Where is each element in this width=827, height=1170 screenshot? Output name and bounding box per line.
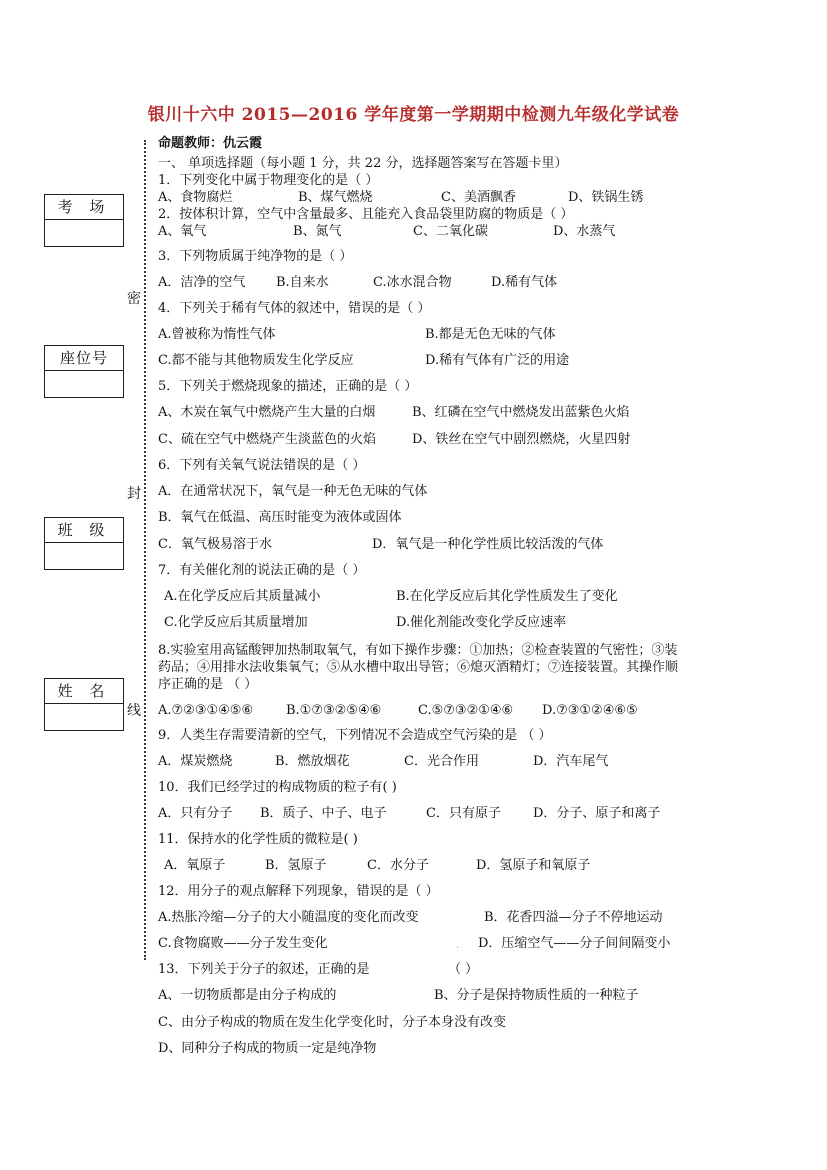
q4-option-c[interactable]: C.都不能与其他物质发生化学反应 — [158, 353, 354, 368]
q6-option-d[interactable]: D．氧气是一种化学性质比较活泼的气体 — [372, 537, 604, 552]
exam-room-label: 考 场 — [45, 195, 123, 220]
q10-option-c[interactable]: C．只有原子 — [426, 806, 501, 821]
question-6-stem: 6．下列有关氧气说法错误的是（ ） — [158, 458, 366, 473]
q1-option-b[interactable]: B、煤气燃烧 — [298, 190, 373, 205]
q3-option-c[interactable]: C.冰水混合物 — [373, 275, 452, 290]
q3-option-b[interactable]: B.自来水 — [276, 275, 329, 290]
q13-option-c[interactable]: C、由分子构成的物质在发生化学变化时，分子本身没有改变 — [158, 1015, 506, 1030]
q1-option-c[interactable]: C、美酒飘香 — [441, 190, 516, 205]
question-13-stem — [158, 961, 479, 979]
q6-option-c[interactable]: C．氧气极易溶于水 — [158, 537, 272, 552]
q7-option-a[interactable]: A.在化学反应后其质量减小 — [164, 589, 321, 604]
question-7-stem: 7．有关催化剂的说法正确的是（ ） — [158, 563, 366, 578]
q12-option-a[interactable]: A.热胀冷缩—分子的大小随温度的变化而改变 — [158, 910, 419, 925]
exam-room-field[interactable] — [45, 220, 123, 246]
exam-room-box — [44, 194, 124, 247]
section-heading: 一、 单项选择题（每小题 1 分，共 22 分，选择题答案写在答题卡里） — [158, 156, 568, 171]
question-3-stem: 3．下列物质属于纯净物的是（ ） — [158, 249, 353, 264]
name-field[interactable] — [45, 704, 123, 730]
q7-option-c[interactable]: C.化学反应后其质量增加 — [164, 615, 308, 630]
q4-option-d[interactable]: D.稀有气体有广泛的用途 — [425, 353, 570, 368]
author-line: 命题教师：仇云霞 — [158, 136, 263, 151]
class-field[interactable] — [45, 543, 123, 569]
name-box — [44, 678, 124, 731]
seat-number-box — [44, 345, 124, 398]
question-8-stem-line1: 8.实验室用高锰酸钾加热制取氧气，有如下操作步骤：①加热；②检查装置的气密性；③装 — [158, 643, 678, 658]
question-8-stem-line2: 药品；④用排水法收集氧气；⑤从水槽中取出导管；⑥熄灭酒精灯；⑦连接装置。其操作顺 — [158, 660, 679, 675]
question-11-stem: 11．保持水的化学性质的微粒是( ) — [158, 832, 358, 847]
q13-option-a[interactable]: A、一切物质都是由分子构成的 — [158, 988, 337, 1003]
question-10-stem: 10．我们已经学过的构成物质的粒子有( ) — [158, 780, 397, 795]
seat-number-label: 座位号 — [45, 346, 123, 371]
q9-option-a[interactable]: A．煤炭燃烧 — [158, 754, 233, 769]
question-4-stem: 4．下列关于稀有气体的叙述中，错误的是（ ） — [158, 301, 431, 316]
seat-number-field[interactable] — [45, 371, 123, 397]
q4-option-a[interactable]: A.曾被称为惰性气体 — [158, 327, 276, 342]
q6-option-a[interactable]: A．在通常状况下，氧气是一种无色无味的气体 — [158, 484, 428, 499]
q6-option-b[interactable]: B．氧气在低温、高压时能变为液体或固体 — [158, 510, 402, 525]
q1-option-d[interactable]: D、铁锅生锈 — [568, 190, 644, 205]
q8-option-c[interactable]: C.⑤⑦③②①④⑥ — [418, 703, 514, 718]
q10-option-b[interactable]: B．质子、中子、电子 — [260, 806, 387, 821]
exam-title: 银川十六中 2015—2016 学年度第一学期期中检测九年级化学试卷 — [147, 105, 680, 125]
q9-option-b[interactable]: B．燃放烟花 — [275, 754, 350, 769]
class-box — [44, 517, 124, 570]
q12-option-c[interactable]: C.食物腐败——分子发生变化 — [158, 936, 328, 951]
q13-answer-paren: （ ） — [448, 962, 479, 977]
q4-option-b[interactable]: B.都是无色无味的气体 — [425, 327, 556, 342]
question-8-stem-line3: 序正确的是 （ ） — [158, 677, 258, 692]
stray-dot: . — [456, 940, 460, 951]
q7-option-b[interactable]: B.在化学反应后其化学性质发生了变化 — [396, 589, 618, 604]
name-label: 姓 名 — [45, 679, 123, 704]
q9-option-c[interactable]: C．光合作用 — [404, 754, 479, 769]
q5-option-d[interactable]: D、铁丝在空气中剧烈燃烧，火星四射 — [412, 432, 631, 447]
q12-option-b[interactable]: B．花香四溢—分子不停地运动 — [484, 910, 663, 925]
q13-stem-text: 13．下列关于分子的叙述，正确的是 — [158, 962, 370, 977]
seal-char-feng: 封 — [127, 486, 141, 502]
q5-option-b[interactable]: B、红磷在空气中燃烧发出蓝紫色火焰 — [412, 405, 630, 420]
question-2-stem: 2．按体积计算，空气中含量最多、且能充入食品袋里防腐的物质是（ ） — [158, 207, 574, 222]
question-1-stem: 1．下列变化中属于物理变化的是（ ） — [158, 173, 379, 188]
q5-option-c[interactable]: C、硫在空气中燃烧产生淡蓝色的火焰 — [158, 432, 376, 447]
q9-option-d[interactable]: D．汽车尾气 — [533, 754, 609, 769]
q2-option-d[interactable]: D、水蒸气 — [553, 224, 616, 239]
q11-option-b[interactable]: B．氢原子 — [265, 858, 327, 873]
q3-option-a[interactable]: A．洁净的空气 — [158, 275, 246, 290]
question-12-stem: 12．用分子的观点解释下列现象，错误的是（ ） — [158, 884, 439, 899]
q10-option-a[interactable]: A．只有分子 — [158, 806, 233, 821]
q11-option-a[interactable]: A．氧原子 — [164, 858, 226, 873]
q10-option-d[interactable]: D．分子、原子和离子 — [533, 806, 661, 821]
q8-option-a[interactable]: A.⑦②③①④⑤⑥ — [158, 703, 254, 718]
q1-option-a[interactable]: A、食物腐烂 — [158, 190, 233, 205]
q13-option-d[interactable]: D、同种分子构成的物质一定是纯净物 — [158, 1041, 377, 1056]
q12-option-d[interactable]: D．压缩空气——分子间间隔变小 — [478, 936, 671, 951]
q8-option-b[interactable]: B.①⑦③②⑤④⑥ — [286, 703, 382, 718]
seal-char-mi: 密 — [127, 291, 141, 307]
q8-option-d[interactable]: D.⑦③①②④⑥⑤ — [542, 703, 638, 718]
q3-option-d[interactable]: D.稀有气体 — [491, 275, 558, 290]
seal-char-xian: 线 — [127, 703, 141, 719]
q2-option-a[interactable]: A、氧气 — [158, 224, 207, 239]
q2-option-b[interactable]: B、氮气 — [293, 224, 342, 239]
q13-option-b[interactable]: B、分子是保持物质性质的一种粒子 — [434, 988, 639, 1003]
q7-option-d[interactable]: D.催化剂能改变化学反应速率 — [396, 615, 567, 630]
class-label: 班 级 — [45, 518, 123, 543]
q5-option-a[interactable]: A、木炭在氧气中燃烧产生大量的白烟 — [158, 405, 376, 420]
seal-line — [144, 140, 146, 960]
q2-option-c[interactable]: C、二氧化碳 — [413, 224, 488, 239]
question-9-stem: 9．人类生存需要清新的空气，下列情况不会造成空气污染的是 （ ） — [158, 728, 552, 743]
q11-option-c[interactable]: C．水分子 — [367, 858, 429, 873]
question-5-stem: 5．下列关于燃烧现象的描述，正确的是（ ） — [158, 379, 418, 394]
q11-option-d[interactable]: D．氢原子和氧原子 — [476, 858, 591, 873]
